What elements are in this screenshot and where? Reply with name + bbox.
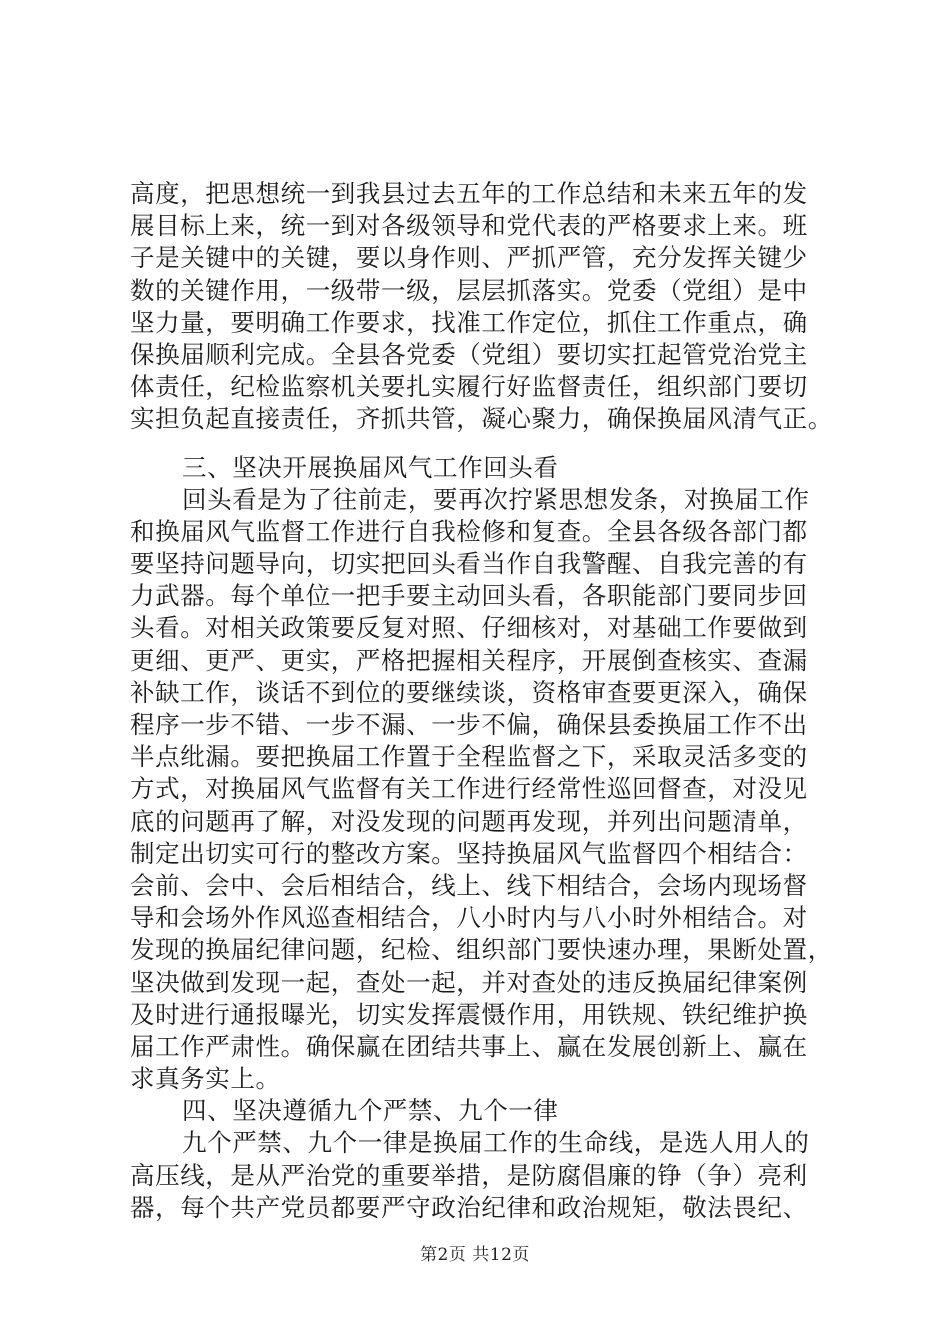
text-line: 和换届风气监督工作进行自我检修和复查。全县各级各部门都 [130, 516, 808, 546]
text-line: 方式，对换届风气监督有关工作进行经常性巡回督查，对没见 [130, 774, 808, 804]
paragraph-2 [130, 484, 833, 1096]
text-line: 体责任，纪检监察机关要扎实履行好监督责任，组织部门要切 [130, 372, 808, 402]
text-line: 程序一步不错、一步不漏、一步不偏，确保县委换届工作不出 [130, 710, 808, 739]
text-line: 高度，把思想统一到我县过去五年的工作总结和未来五年的发 [130, 179, 808, 208]
text-line: 求真务实上。 [130, 1064, 281, 1094]
section-4-heading: 四、坚决遵循九个严禁、九个一律 [182, 1096, 559, 1126]
text-line: 力武器。每个单位一把手要主动回头看，各职能部门要同步回 [130, 581, 808, 611]
text-line: 补缺工作，谈话不到位的要继续谈，资格审查要更深入，确保 [130, 677, 808, 707]
text-line: 半点纰漏。要把换届工作置于全程监督之下，采取灵活多变的 [130, 742, 808, 772]
section-3-heading: 三、坚决开展换届风气工作回头看 [182, 452, 559, 482]
text-line: 坚力量，要明确工作要求，找准工作定位，抓住工作重点，确 [130, 307, 808, 337]
text-line: 子是关键中的关键，要以身作则、严抓严管，充分发挥关键少 [130, 243, 808, 273]
text-line: 器，每个共产党员都要严守政治纪律和政治规矩，敬法畏纪、 [130, 1192, 808, 1222]
paragraph-1 [130, 178, 833, 436]
text-line: 九个严禁、九个一律是换届工作的生命线，是选人用人的 [182, 1128, 810, 1158]
text-line: 届工作严肃性。确保赢在团结共事上、赢在发展创新上、赢在 [130, 1031, 808, 1061]
text-line: 保换届顺利完成。全县各党委（党组）要切实扛起管党治党主 [130, 339, 808, 369]
paragraph-gap [130, 436, 830, 452]
document-body [130, 178, 833, 1224]
text-line: 高压线，是从严治党的重要举措，是防腐倡廉的铮（争）亮利 [130, 1160, 808, 1190]
text-line: 要坚持问题导向，切实把回头看当作自我警醒、自我完善的有 [130, 549, 808, 579]
text-line: 坚决做到发现一起，查处一起，并对查处的违反换届纪律案例 [130, 967, 808, 997]
text-line: 数的关键作用，一级带一级，层层抓落实。党委（党组）是中 [130, 275, 808, 305]
text-line: 底的问题再了解，对没发现的问题再发现，并列出问题清单， [130, 806, 808, 836]
paragraph-3 [130, 1127, 830, 1224]
text-line: 制定出切实可行的整改方案。坚持换届风气监督四个相结合： [130, 838, 808, 868]
text-line: 及时进行通报曝光，切实发挥震慑作用，用铁规、铁纪维护换 [130, 999, 808, 1029]
text-line: 回头看是为了往前走，要再次拧紧思想发条，对换届工作 [182, 484, 810, 514]
text-line: 头看。对相关政策要反复对照、仔细核对，对基础工作要做到 [130, 613, 808, 643]
text-line: 展目标上来，统一到对各级领导和党代表的严格要求上来。班 [130, 211, 808, 241]
text-line: 更细、更严、更实，严格把握相关程序，开展倒查核实、查漏 [130, 645, 808, 675]
text-line: 导和会场外作风巡查相结合，八小时内与八小时外相结合。对 [130, 903, 808, 933]
text-line: 会前、会中、会后相结合，线上、线下相结合，会场内现场督 [130, 870, 808, 900]
page-footer: 第2页 共12页 [420, 1245, 530, 1265]
text-line: 实担负起直接责任，齐抓共管，凝心聚力，确保换届风清气正。 [130, 404, 833, 434]
text-line: 发现的换届纪律问题，纪检、组织部门要快速办理，果断处置， [130, 935, 833, 965]
